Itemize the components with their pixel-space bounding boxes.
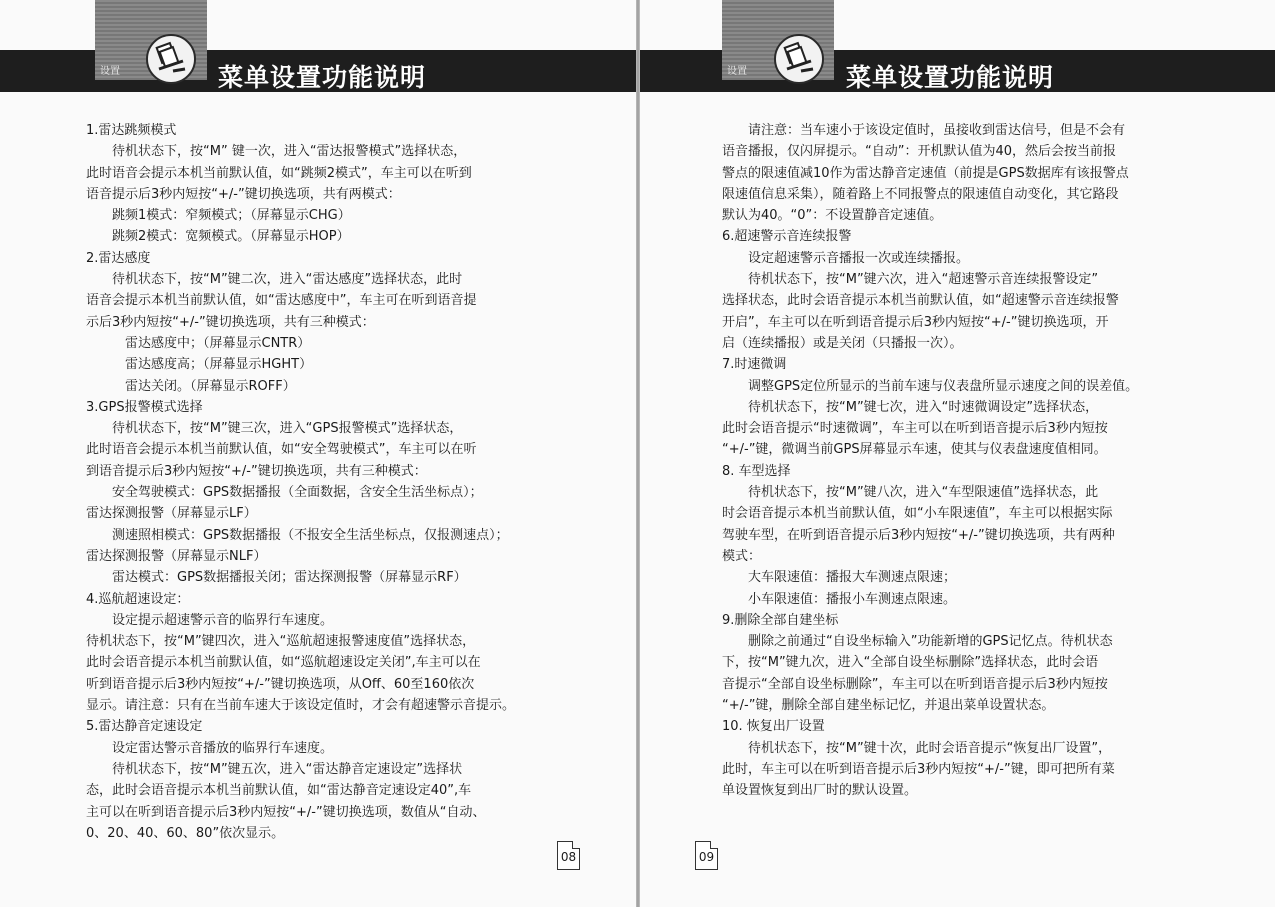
left-content bbox=[86, 120, 515, 844]
text-line: 2.雷达感度 bbox=[86, 250, 151, 266]
text-line: 选择状态，此时会语音提示本机当前默认值，如“超速警示音连续报警 bbox=[722, 293, 1119, 309]
text-line: 雷达探测报警（屏幕显示LF） bbox=[86, 506, 257, 522]
right-page bbox=[640, 0, 1275, 907]
text-line: 模式： bbox=[722, 548, 762, 564]
text-line: 3.GPS报警模式选择 bbox=[86, 399, 203, 415]
text-line: 限速值信息采集），随着路上不同报警点的限速值自动变化，其它路段 bbox=[722, 186, 1119, 202]
text-line: 听到语音提示后3秒内短按“+/-”键切换选项，从Off、60至160依次 bbox=[86, 676, 475, 692]
text-line: “+/-”键，删除全部自建坐标记忆，并退出菜单设置状态。 bbox=[722, 698, 1055, 714]
text-line: 启（连续播报）或是关闭（只播报一次）。 bbox=[722, 335, 963, 351]
text-line: “+/-”键，微调当前GPS屏幕显示车速，使其与仪表盘速度值相同。 bbox=[722, 442, 1107, 458]
text-line: 态，此时会语音提示本机当前默认值，如“雷达静音定速设定40”,车 bbox=[86, 783, 472, 799]
text-line: 1.雷达跳频模式 bbox=[86, 123, 177, 138]
text-line: 雷达感度中；（屏幕显示CNTR） bbox=[86, 335, 311, 351]
text-line: 设定超速警示音播报一次或连续播报。 bbox=[722, 250, 970, 266]
settings-icon bbox=[774, 34, 824, 84]
text-line: 到语音提示后3秒内短按“+/-”键切换选项，共有三种模式： bbox=[86, 463, 427, 479]
text-line: 设定雷达警示音播放的临界行车速度。 bbox=[86, 740, 334, 756]
text-line: 语音播报，仅闪屏提示。“自动”：开机默认值为40，然后会按当前报 bbox=[722, 144, 1117, 160]
text-line: 4.巡航超速设定： bbox=[86, 591, 190, 607]
text-line: 小车限速值：播报小车测速点限速。 bbox=[722, 591, 957, 607]
page-number: 09 bbox=[695, 841, 718, 870]
page-title: 菜单设置功能说明 bbox=[218, 63, 427, 92]
text-line: 跳频2模式：宽频模式。（屏幕显示HOP） bbox=[86, 229, 350, 245]
text-line: 雷达探测报警（屏幕显示NLF） bbox=[86, 548, 267, 564]
text-line: 驾驶车型，在听到语音提示后3秒内短按“+/-”键切换选项，共有两种 bbox=[722, 527, 1115, 543]
text-line: 雷达模式：GPS数据播报关闭；雷达探测报警（屏幕显示RF） bbox=[86, 570, 467, 586]
text-line: 此时语音会提示本机当前默认值，如“安全驾驶模式”，车主可以在听 bbox=[86, 442, 477, 458]
text-line: 主可以在听到语音提示后3秒内短按“+/-”键切换选项，数值从“自动、 bbox=[86, 804, 486, 820]
text-line: 此时语音会提示本机当前默认值，如“跳频2模式”，车主可以在听到 bbox=[86, 165, 472, 181]
text-line: 待机状态下，按“M”键二次，进入“雷达感度”选择状态，此时 bbox=[86, 272, 463, 288]
section-tab-label: 设置 bbox=[100, 66, 120, 77]
text-line: 雷达关闭。（屏幕显示ROFF） bbox=[86, 378, 296, 394]
page-title: 菜单设置功能说明 bbox=[846, 63, 1055, 92]
text-line: 单设置恢复到出厂时的默认设置。 bbox=[722, 783, 918, 799]
text-line: 此时会语音提示本机当前默认值，如“巡航超速设定关闭”,车主可以在 bbox=[86, 655, 481, 671]
text-line: 删除之前通过“自设坐标输入”功能新增的GPS记忆点。待机状态 bbox=[722, 634, 1113, 650]
text-line: 跳频1模式：窄频模式；（屏幕显示CHG） bbox=[86, 208, 351, 224]
text-line: 待机状态下，按“M”键八次，进入“车型限速值”选择状态，此 bbox=[722, 485, 1099, 501]
text-line: 6.超速警示音连续报警 bbox=[722, 229, 852, 245]
text-line: 设定提示超速警示音的临界行车速度。 bbox=[86, 612, 334, 628]
text-line: 测速照相模式：GPS数据播报（不报安全生活坐标点，仅报测速点）； bbox=[86, 527, 509, 543]
text-line: 默认为40。“0”：不设置静音定速值。 bbox=[722, 208, 943, 224]
text-line: 待机状态下，按“M”键三次，进入“GPS报警模式”选择状态， bbox=[86, 421, 463, 437]
text-line: 待机状态下，按“M”键七次，进入“时速微调设定”选择状态， bbox=[722, 399, 1099, 415]
settings-icon bbox=[146, 34, 196, 84]
right-content bbox=[722, 120, 1138, 802]
text-line: 10. 恢复出厂设置 bbox=[722, 719, 825, 735]
text-line: 开启”，车主可以在听到语音提示后3秒内短按“+/-”键切换选项，开 bbox=[722, 314, 1109, 330]
section-tab-label: 设置 bbox=[727, 66, 747, 77]
text-line: 此时，车主可以在听到语音提示后3秒内短按“+/-”键，即可把所有菜 bbox=[722, 761, 1115, 777]
text-line: 调整GPS定位所显示的当前车速与仪表盘所显示速度之间的误差值。 bbox=[722, 378, 1139, 394]
text-line: 语音提示后3秒内短按“+/-”键切换选项，共有两模式： bbox=[86, 186, 401, 202]
left-page bbox=[0, 0, 636, 907]
text-line: 8. 车型选择 bbox=[722, 463, 791, 479]
text-line: 待机状态下，按“M” 键一次，进入“雷达报警模式”选择状态， bbox=[86, 144, 467, 160]
text-line: 请注意：当车速小于该设定值时，虽接收到雷达信号，但是不会有 bbox=[722, 123, 1126, 138]
text-line: 5.雷达静音定速设定 bbox=[86, 719, 203, 735]
text-line: 待机状态下，按“M”键十次，此时会语音提示“恢复出厂设置”， bbox=[722, 740, 1112, 756]
page-number: 08 bbox=[557, 841, 580, 870]
text-line: 待机状态下，按“M”键五次，进入“雷达静音定速设定”选择状 bbox=[86, 761, 463, 777]
text-line: 此时会语音提示“时速微调”，车主可以在听到语音提示后3秒内短按 bbox=[722, 421, 1108, 437]
text-line: 待机状态下，按“M”键四次，进入“巡航超速报警速度值”选择状态， bbox=[86, 634, 476, 650]
text-line: 7.时速微调 bbox=[722, 357, 787, 373]
text-line: 待机状态下，按“M”键六次，进入“超速警示音连续报警设定” bbox=[722, 272, 1099, 288]
text-line: 0、20、40、60、80”依次显示。 bbox=[86, 825, 285, 841]
text-line: 警点的限速值减10作为雷达静音定速值（前提是GPS数据库有该报警点 bbox=[722, 165, 1129, 181]
text-line: 下，按“M”键九次，进入“全部自设坐标删除”选择状态，此时会语 bbox=[722, 655, 1099, 671]
text-line: 语音会提示本机当前默认值，如“雷达感度中”，车主可在听到语音提 bbox=[86, 293, 477, 309]
text-line: 音提示“全部自设坐标删除”，车主可以在听到语音提示后3秒内短按 bbox=[722, 676, 1108, 692]
text-line: 雷达感度高；（屏幕显示HGHT） bbox=[86, 357, 313, 373]
text-line: 时会语音提示本机当前默认值，如“小车限速值”，车主可以根据实际 bbox=[722, 506, 1113, 522]
text-line: 显示。请注意：只有在当前车速大于该设定值时，才会有超速警示音提示。 bbox=[86, 698, 516, 714]
text-line: 大车限速值：播报大车测速点限速； bbox=[722, 570, 957, 586]
text-line: 安全驾驶模式：GPS数据播报（全面数据，含安全生活坐标点）； bbox=[86, 485, 483, 501]
text-line: 9.删除全部自建坐标 bbox=[722, 612, 839, 628]
text-line: 示后3秒内短按“+/-”键切换选项，共有三种模式： bbox=[86, 314, 375, 330]
